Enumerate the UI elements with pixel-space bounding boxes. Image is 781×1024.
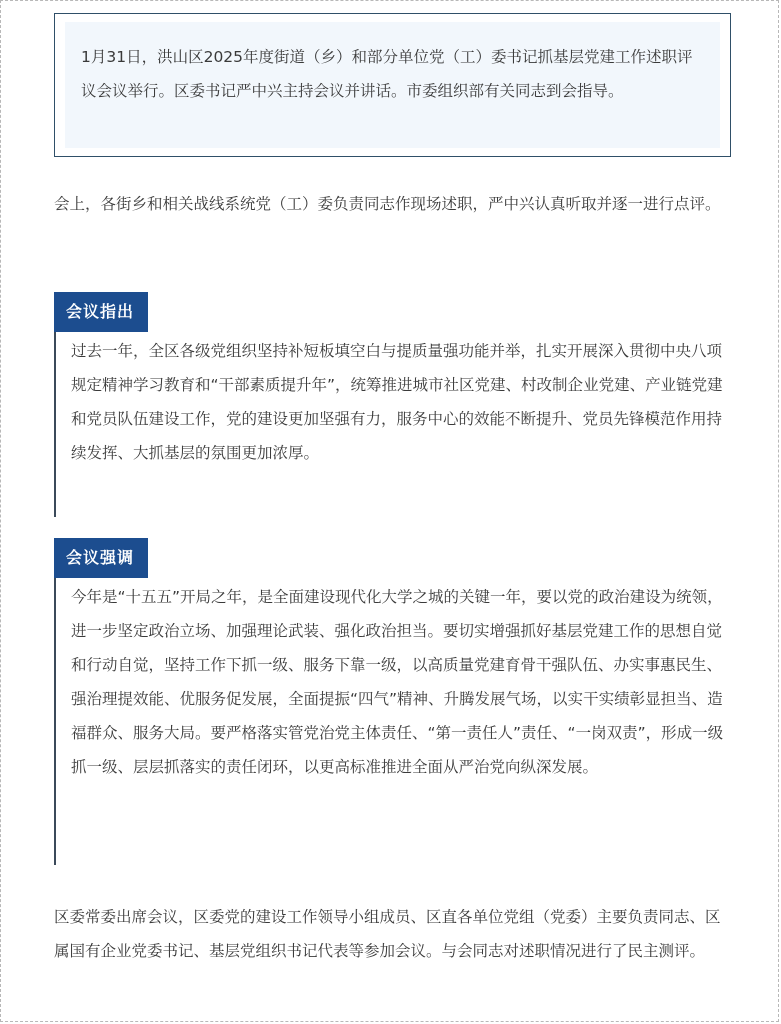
section-meeting-pointed-out: [54, 292, 734, 517]
section-tag: 会议强调: [54, 538, 148, 578]
section-body: 今年是“十五五”开局之年，是全面建设现代化大学之城的关键一年，要以党的政治建设为统领，进一步坚定政治立场、加强理论武装、强化政治担当。要切实增强抓好基层党建工作的思想自觉和行动自觉，坚持工作下抓一级、服务下靠一级，以高质量党建育骨干强队伍、办实事惠民生、强治理提效能、优服务促发展，全面提振“四气”精神、升腾发展气场，以实干实绩彰显担当、造福群众、服务大局。要严格落实管党治党主体责任、“第一责任人”责任、“一岗双责”，形成一级抓一级、层层抓落实的责任闭环，以更高标准推进全面从严治党向纵深发展。: [54, 578, 734, 865]
lead-summary-text: 1月31日，洪山区2025年度街道（乡）和部分单位党（工）委书记抓基层党建工作述职评议会议举行。区委书记严中兴主持会议并讲话。市委组织部有关同志到会指导。: [65, 22, 720, 148]
lead-summary-box: [54, 13, 731, 157]
section-meeting-emphasized: [54, 538, 734, 865]
intro-paragraph: 会上，各街乡和相关战线系统党（工）委负责同志作现场述职，严中兴认真听取并逐一进行点评。: [54, 195, 721, 213]
section-body: 过去一年，全区各级党组织坚持补短板填空白与提质量强功能并举，扎实开展深入贯彻中央八项规定精神学习教育和“干部素质提升年”，统筹推进城市社区党建、村改制企业党建、产业链党建和党员队伍建设工作，党的建设更加坚强有力，服务中心的效能不断提升、党员先锋模范作用持续发挥、大抓基层的氛围更加浓厚。: [54, 332, 734, 517]
closing-paragraph: 区委常委出席会议，区委党的建设工作领导小组成员、区直各单位党组（党委）主要负责同志、区属国有企业党委书记、基层党组织书记代表等参加会议。与会同志对述职情况进行了民主测评。: [54, 908, 721, 960]
section-tag: 会议指出: [54, 292, 148, 332]
